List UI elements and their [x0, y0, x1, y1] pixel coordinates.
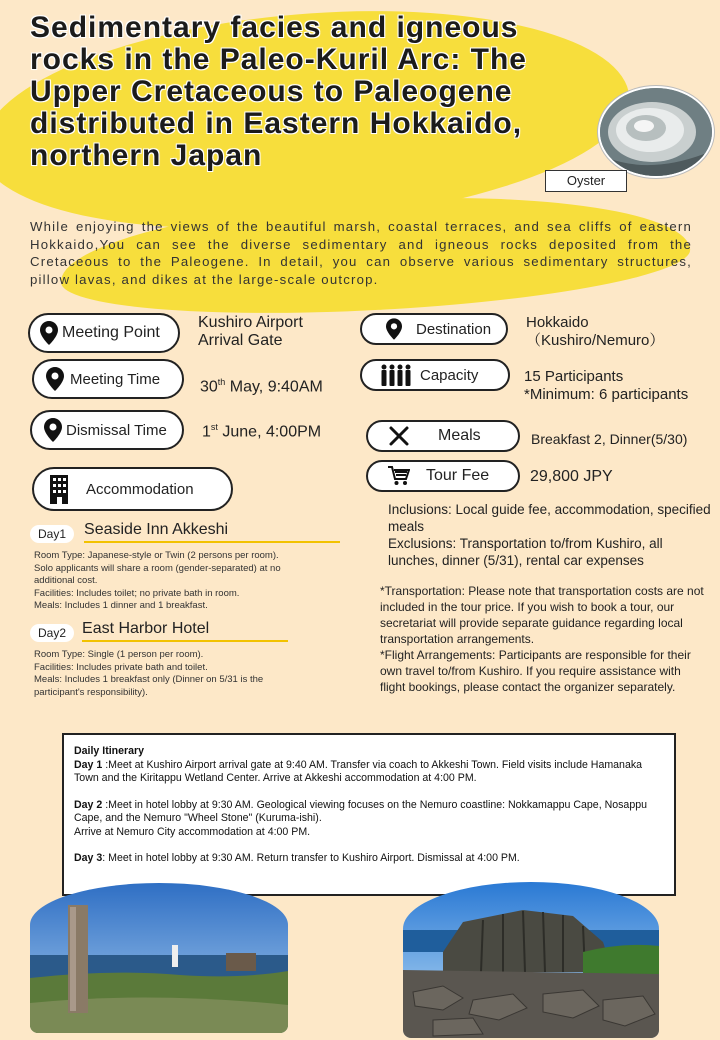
itinerary-day-text: : Meet in hotel lobby at 9:30 AM. Return transfer to Kushiro Airport. Dismissal at 4:00 PM.	[102, 852, 520, 864]
dismissal-time-suffix: st	[210, 422, 218, 432]
basalt-columns-photo	[403, 882, 659, 1038]
meals-label: Meals	[438, 427, 481, 444]
utensils-icon	[388, 425, 410, 447]
transportation-note: *Transportation: Please note that transportation costs are not included in the tour price. If you wish to book a tour, our secretariat will provide separate guidance regarding local transportation arrangements.	[380, 584, 704, 646]
location-pin-icon	[44, 418, 62, 442]
inclusions-text: Inclusions: Local guide fee, accommodation, specified meals	[388, 502, 711, 534]
meeting-time-day: 30	[200, 378, 218, 396]
meeting-point-line2: Arrival Gate	[198, 332, 283, 349]
exclusions-text: Exclusions: Transportation to/from Kushiro, all lunches, dinner (5/31), rental car expenses	[388, 536, 663, 568]
itinerary-day1	[74, 759, 664, 786]
day1-details	[34, 550, 364, 613]
day2-header	[30, 620, 288, 642]
day2-tag: Day2	[30, 624, 74, 642]
itinerary-day-text: :Meet in hotel lobby at 9:30 AM. Geological viewing focuses on the Nemuro coastline: Nokkamappu Cape, Nosappu Cape, and the Nemuro "Wheel Stone" (Kuruma-ishi).	[74, 798, 647, 824]
destination-value	[526, 314, 664, 350]
oyster-photo	[598, 86, 714, 178]
itinerary-box	[62, 733, 676, 896]
day2-hotel-name: East Harbor Hotel	[82, 620, 288, 642]
flight-note: *Flight Arrangements: Participants are responsible for their own travel to/from Kushiro. If you require assistance with flight bookings, please contact the organizer separately.	[380, 648, 691, 694]
itinerary-day-label: Day 3	[74, 852, 103, 864]
meeting-point-line1: Kushiro Airport	[198, 314, 303, 331]
meeting-point-pill	[28, 313, 180, 353]
tour-fee-pill	[366, 460, 520, 492]
dismissal-time-label: Dismissal Time	[66, 421, 167, 439]
itinerary-day-label: Day 2	[74, 798, 103, 811]
itinerary-day-text: :Meet at Kushiro Airport arrival gate at 9:40 AM. Transfer via coach to Akkeshi Town. Field visits include Hamanaka Town and the Kiritappu Wetland Center. Arrive at Akkeshi accommodation at 4:00 PM.	[74, 758, 643, 784]
location-pin-icon	[386, 318, 402, 340]
dismissal-time-value	[202, 418, 321, 441]
capacity-label: Capacity	[420, 366, 479, 384]
dismissal-time-pill	[30, 410, 184, 450]
intro-text: While enjoying the views of the beautiful marsh, coastal terraces, and sea cliffs of eastern Hokkaido,You can see the diverse sedimentary and igneous rocks deposited from the Cretaceous to the Paleogene. In detail, you can observe various sedimentary structures, pillow lavas, and dikes at the large-scale outcrop.	[30, 219, 692, 287]
day1-detail-line: Room Type: Japanese-style or Twin (2 persons per room).	[34, 550, 279, 561]
destination-line1: Hokkaido	[526, 314, 589, 331]
people-icon	[380, 364, 412, 386]
destination-label: Destination	[416, 320, 492, 338]
day1-detail-line: Facilities: Includes toilet; no private bath in room.	[34, 587, 240, 599]
itinerary-heading: Daily Itinerary	[74, 745, 145, 757]
capacity-value	[524, 368, 688, 404]
day1-detail-line: additional cost.	[34, 575, 98, 586]
day1-header	[30, 521, 340, 543]
day2-detail-line: Facilities: Includes private bath and toilet.	[34, 661, 208, 673]
building-icon	[48, 474, 70, 504]
meeting-time-value	[200, 373, 323, 396]
itinerary-day-label: Day 1	[74, 758, 103, 771]
itinerary-day3	[74, 852, 664, 866]
cart-icon	[388, 466, 410, 486]
day2-details	[34, 649, 364, 699]
meeting-time-label: Meeting Time	[70, 370, 161, 388]
meeting-time-pill	[32, 359, 184, 399]
fee-details	[388, 501, 714, 569]
itinerary-day2	[74, 799, 664, 840]
dismissal-time-day: 1	[202, 423, 211, 441]
day2-detail-line: Room Type: Single (1 person per room).	[34, 649, 204, 660]
itinerary-day-text: Arrive at Nemuro City accommodation at 4:00 PM.	[74, 825, 311, 838]
meals-value: Breakfast 2, Dinner(5/30)	[531, 431, 688, 447]
day1-detail-line: Meals: Includes 1 dinner and 1 breakfast.	[34, 600, 208, 611]
capacity-line1: 15 Participants	[524, 368, 624, 385]
accommodation-label: Accommodation	[86, 480, 194, 498]
day2-detail-line: participant's responsibility).	[34, 686, 148, 698]
destination-line2: （Kushiro/Nemuro）	[526, 332, 665, 349]
day1-detail-line: Solo applicants will share a room (gender-separated) at no	[34, 562, 281, 574]
meeting-point-label: Meeting Point	[62, 324, 160, 341]
destination-pill	[360, 313, 508, 345]
meals-pill	[366, 420, 520, 452]
tour-fee-label: Tour Fee	[426, 467, 490, 484]
notes	[380, 583, 706, 695]
location-pin-icon	[40, 321, 58, 345]
oyster-label: Oyster	[545, 170, 627, 192]
coast-monument-photo	[30, 883, 288, 1033]
meeting-point-value	[198, 314, 303, 350]
dismissal-time-rest: June, 4:00PM	[217, 423, 322, 441]
accommodation-pill	[32, 467, 233, 511]
day1-hotel-name: Seaside Inn Akkeshi	[84, 521, 340, 543]
page-title: Sedimentary facies and igneous rocks in the Paleo-Kuril Arc: The Upper Cretaceous to Paleogene distributed in Eastern Hokkaido, northern Japan	[30, 11, 527, 172]
day2-detail-line: Meals: Includes 1 breakfast only (Dinner on 5/31 is the	[34, 674, 264, 685]
location-pin-icon	[46, 367, 64, 391]
capacity-line2: *Minimum: 6 participants	[524, 386, 689, 403]
meeting-time-suffix: th	[217, 377, 226, 387]
meeting-time-rest: May, 9:40AM	[225, 378, 323, 396]
day1-tag: Day1	[30, 525, 74, 543]
tour-fee-value: 29,800 JPY	[530, 468, 613, 485]
capacity-pill	[360, 359, 510, 391]
